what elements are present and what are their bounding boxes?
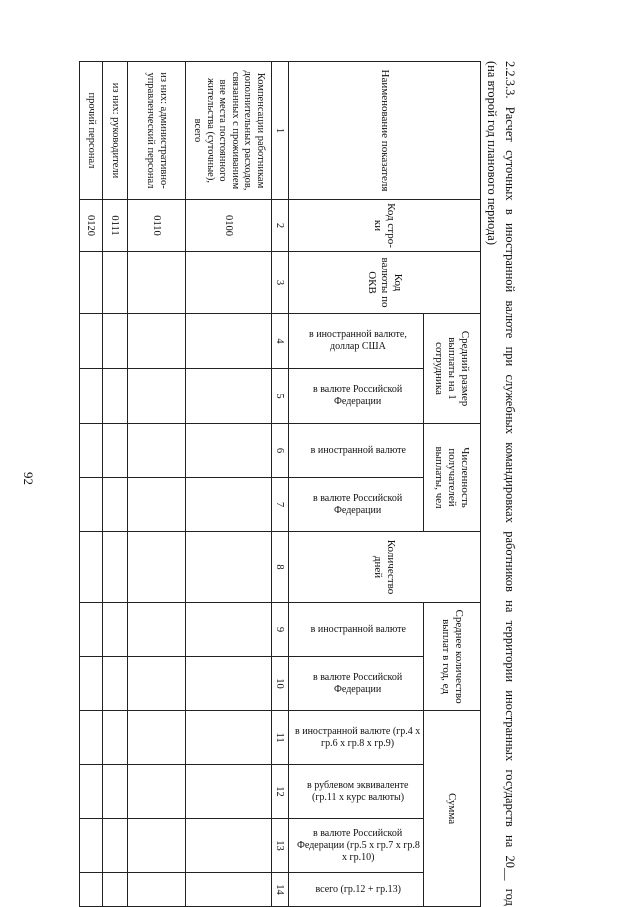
table-cell — [128, 314, 186, 369]
column-number: 5 — [272, 369, 289, 424]
table-cell — [80, 532, 103, 603]
table-cell — [80, 603, 103, 657]
title-word: иностранных — [503, 690, 517, 762]
column-number: 2 — [272, 200, 289, 252]
row-code: 0110 — [128, 200, 186, 252]
header-recipients-rub: в валюте Российской Федерации — [289, 478, 424, 532]
table-cell — [128, 478, 186, 532]
title-word: суточных — [503, 150, 517, 201]
table-cell — [186, 711, 272, 765]
header-recipients-foreign: в иностранной валюте — [289, 424, 424, 478]
table-cell — [186, 252, 272, 314]
header-avg-count-foreign: в иностранной валюте — [289, 603, 424, 657]
table-cell — [186, 873, 272, 907]
row-code: 0111 — [103, 200, 128, 252]
table-cell — [128, 765, 186, 819]
row-code: 0100 — [186, 200, 272, 252]
column-numbers-row — [272, 62, 289, 907]
rotated-page-content — [85, 61, 518, 906]
row-name: из них: руководители — [103, 62, 128, 200]
title-word: государств — [503, 769, 517, 827]
header-avg-size-rub: в валюте Российской Федерации — [289, 369, 424, 424]
title-line-2: (на второй год планового периода) — [485, 61, 499, 245]
column-number: 6 — [272, 424, 289, 478]
table-cell — [80, 765, 103, 819]
column-number: 1 — [272, 62, 289, 200]
table-cell — [80, 424, 103, 478]
table-cell — [103, 603, 128, 657]
header-avg-count-rub: в валюте Российской Федерации — [289, 657, 424, 711]
title-word: служебных — [503, 374, 517, 435]
title-word: год — [503, 888, 517, 906]
header-row-code: Код стро-ки — [289, 200, 481, 252]
header-sum-total: всего (гр.12 + гр.13) — [289, 873, 424, 907]
table-cell — [186, 819, 272, 873]
table-cell — [128, 532, 186, 603]
table-cell — [80, 252, 103, 314]
row-code: 0120 — [80, 200, 103, 252]
table-cell — [80, 657, 103, 711]
header-sum-rub: в валюте Российской Федерации (гр.5 х гр.7 х гр.8 х гр.10) — [289, 819, 424, 873]
header-days: Количество дней — [289, 532, 481, 603]
column-number: 7 — [272, 478, 289, 532]
title-word: иностранной — [503, 223, 517, 293]
title-word: на — [503, 835, 517, 848]
document-title — [483, 61, 518, 906]
header-avg-size-foreign: в иностранной валюте, доллар США — [289, 314, 424, 369]
table-cell — [128, 603, 186, 657]
header-sum: Сумма — [424, 711, 481, 907]
header-recipients: Численность получателей выплаты, чел — [424, 424, 481, 532]
table-cell — [103, 532, 128, 603]
title-word: Расчет — [503, 106, 517, 142]
title-word: 2.2.3.3. — [503, 61, 517, 99]
title-line-1 — [501, 61, 518, 906]
table-cell — [128, 252, 186, 314]
table-cell — [103, 314, 128, 369]
table-cell — [128, 819, 186, 873]
title-word: работников — [503, 531, 517, 592]
column-number: 11 — [272, 711, 289, 765]
column-number: 3 — [272, 252, 289, 314]
table-cell — [103, 478, 128, 532]
column-number: 12 — [272, 765, 289, 819]
column-number: 10 — [272, 657, 289, 711]
header-name: Наименование показателя — [289, 62, 481, 200]
table-cell — [186, 369, 272, 424]
title-word: валюте — [503, 300, 517, 339]
title-word: в — [503, 208, 517, 215]
table-row — [80, 62, 103, 907]
table-cell — [128, 424, 186, 478]
table-cell — [103, 819, 128, 873]
title-word: 20__ — [503, 855, 517, 881]
table-row — [103, 62, 128, 907]
header-sum-foreign: в иностранной валюте (гр.4 х гр.6 х гр.8 х гр.9) — [289, 711, 424, 765]
table-row — [128, 62, 186, 907]
table-cell — [128, 873, 186, 907]
table-cell — [80, 819, 103, 873]
header-sum-rub-equiv: в рублевом эквиваленте (гр.11 х курс валюты) — [289, 765, 424, 819]
page-number: 92 — [21, 472, 36, 485]
table-cell — [186, 532, 272, 603]
table-cell — [103, 252, 128, 314]
table-cell — [80, 873, 103, 907]
table-cell — [103, 873, 128, 907]
table-cell — [80, 314, 103, 369]
column-number: 8 — [272, 532, 289, 603]
table-cell — [103, 424, 128, 478]
table-cell — [80, 369, 103, 424]
column-number: 9 — [272, 603, 289, 657]
table-cell — [186, 424, 272, 478]
row-name: из них: административно-управленческий персонал — [128, 62, 186, 200]
table-cell — [186, 478, 272, 532]
table-cell — [128, 657, 186, 711]
table-cell — [80, 478, 103, 532]
header-avg-count: Среднее количество выплат в год, ед — [424, 603, 481, 711]
table-cell — [103, 711, 128, 765]
table-cell — [128, 369, 186, 424]
title-word: командировках — [503, 442, 517, 523]
header-currency-code: Код валюты по ОКВ — [289, 252, 481, 314]
title-word: территории — [503, 620, 517, 683]
title-word: на — [503, 600, 517, 613]
row-name: Компенсации работникам дополнительных расходов, связанных с проживанием вне места постоянного жительства (суточные), всего — [186, 62, 272, 200]
table-cell — [128, 711, 186, 765]
header-avg-size: Средний размер выплаты на 1 сотрудника — [424, 314, 481, 424]
table-cell — [103, 369, 128, 424]
table-cell — [80, 711, 103, 765]
table-cell — [186, 314, 272, 369]
table-cell — [103, 765, 128, 819]
table-cell — [186, 657, 272, 711]
row-name: прочий персонал — [80, 62, 103, 200]
table-cell — [103, 657, 128, 711]
per-diem-calculation-table — [79, 61, 481, 907]
table-cell — [186, 603, 272, 657]
table-row — [186, 62, 272, 907]
table-cell — [186, 765, 272, 819]
column-number: 13 — [272, 819, 289, 873]
column-number: 4 — [272, 314, 289, 369]
title-word: при — [503, 346, 517, 367]
column-number: 14 — [272, 873, 289, 907]
